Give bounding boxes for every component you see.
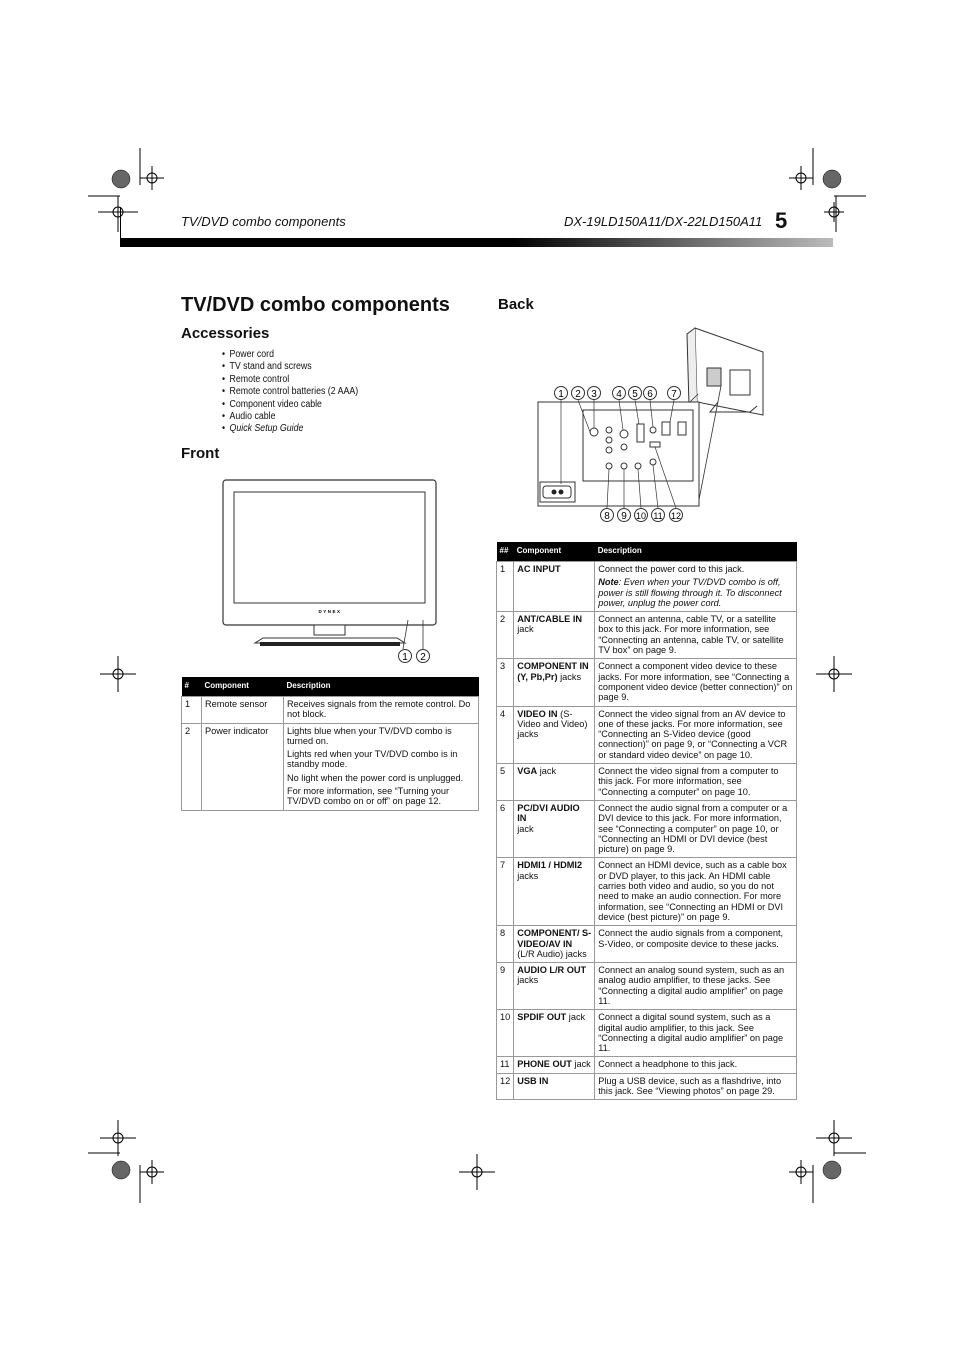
table-row: 3 COMPONENT IN (Y, Pb,Pr) jacks Connect a component video device to these jacks. For more information, see “Connecting a component video device (better connection)” on page 9. [497, 659, 797, 706]
list-item: • TV stand and screws [222, 361, 358, 373]
page-title: TV/DVD combo components [181, 294, 450, 316]
list-item: • Remote control batteries (2 AAA) [222, 386, 358, 398]
back-components-table [496, 542, 797, 1100]
page-number: 5 [775, 208, 788, 233]
table-row: 2 ANT/CABLE IN jack Connect an antenna, cable TV, or a satellite box to this jack. For more information, see “Connecting an antenna, cable TV, or satellite TV box” on page 9. [497, 612, 797, 659]
table-row: 10 SPDIF OUT jack Connect a digital sound system, such as a digital audio amplifier, to this jack. See “Connecting a digital audio amplifier” on page 11. [497, 1010, 797, 1057]
header-rule-vertical [120, 207, 121, 240]
callout-9: 9 [621, 511, 627, 522]
callout-8: 8 [604, 511, 610, 522]
table-header-row [182, 677, 479, 697]
callout-1: 1 [402, 652, 408, 663]
table-row: 5 VGA jack Connect the video signal from a computer to this jack. For more information, see “Connecting a computer” on page 10. [497, 764, 797, 801]
table-header-row [497, 542, 797, 562]
callout-3: 3 [591, 389, 597, 400]
list-item: • Remote control [222, 374, 358, 386]
table-row: 4 VIDEO IN (S-Video and Video) jacks Connect the video signal from an AV device to one of these jacks. For more information, see “Connecting an S-Video device (good connection)” on page 9, or “Connecting a VCR or standard video device” on page 10. [497, 706, 797, 763]
callout-6: 6 [647, 389, 653, 400]
table-row: 12 USB IN Plug a USB device, such as a flashdrive, into this jack. See “Viewing photos” on page 29. [497, 1073, 797, 1100]
col-header-num: # [182, 677, 202, 697]
col-header-description: Description [284, 677, 479, 697]
callout-7: 7 [671, 389, 677, 400]
table-row: 1 Remote sensor Receives signals from the remote control. Do not block. [182, 697, 479, 724]
callout-11: 11 [653, 511, 663, 521]
callout-2: 2 [575, 389, 581, 400]
callout-2: 2 [420, 652, 426, 663]
front-heading: Front [181, 445, 220, 462]
list-item: • Power cord [222, 349, 358, 361]
list-item: • Audio cable [222, 411, 358, 423]
tv-front-illustration [215, 475, 445, 670]
brand-logo: DYNEX [318, 609, 342, 614]
accessories-list [222, 349, 358, 436]
tv-back-illustration [535, 322, 780, 527]
col-header-num: ## [497, 542, 514, 562]
callout-5: 5 [632, 389, 638, 400]
table-row: 2 Power indicator Lights blue when your TV/DVD combo is turned on. Lights red when your TV/DVD combo is in standby mode. No light when the power cord is unplugged. For more information, see “Turning your TV/DVD combo on or off” on page 12. [182, 723, 479, 810]
accessories-heading: Accessories [181, 325, 270, 342]
back-heading: Back [498, 296, 534, 313]
table-row: 1 AC INPUT Connect the power cord to this jack. Note: Even when your TV/DVD combo is off, power is still flowing through it. To disconnect power, unplug the power cord. [497, 562, 797, 612]
list-item: • Component video cable [222, 399, 358, 411]
header-bar [120, 238, 833, 247]
table-row: 6 PC/DVI AUDIO IN jack Connect the audio signal from a computer or a DVI device to this jack. For more information, see “Connecting a computer” on page 10, or “Connecting an HDMI or DVI device (best picture) on page 9. [497, 800, 797, 857]
callout-4: 4 [616, 389, 622, 400]
callout-12: 12 [670, 511, 682, 521]
table-row: 8 COMPONENT/ S-VIDEO/AV IN (L/R Audio) jacks Connect the audio signals from a component, S-Video, or composite device to these jacks. [497, 926, 797, 963]
list-item: • Quick Setup Guide [222, 423, 358, 435]
table-row: 11 PHONE OUT jack Connect a headphone to this jack. [497, 1057, 797, 1073]
callout-1: 1 [558, 389, 564, 400]
col-header-component: Component [514, 542, 595, 562]
table-row: 7 HDMI1 / HDMI2 jacks Connect an HDMI device, such as a cable box or DVD player, to this jack. An HDMI cable carries both video and audio, so you do not need to make an audio connection. For more information, see “Connecting an HDMI or DVI device (best picture)” on page 9. [497, 858, 797, 926]
col-header-description: Description [595, 542, 797, 562]
running-header-title: TV/DVD combo components [181, 214, 346, 229]
col-header-component: Component [202, 677, 284, 697]
running-header-model: DX-19LD150A11/DX-22LD150A11 [564, 214, 763, 229]
front-components-table [181, 677, 479, 811]
table-row: 9 AUDIO L/R OUT jacks Connect an analog sound system, such as an analog audio amplifier, to these jacks. See “Connecting a digital audio amplifier” on page 11. [497, 963, 797, 1010]
callout-10: 10 [635, 511, 647, 521]
